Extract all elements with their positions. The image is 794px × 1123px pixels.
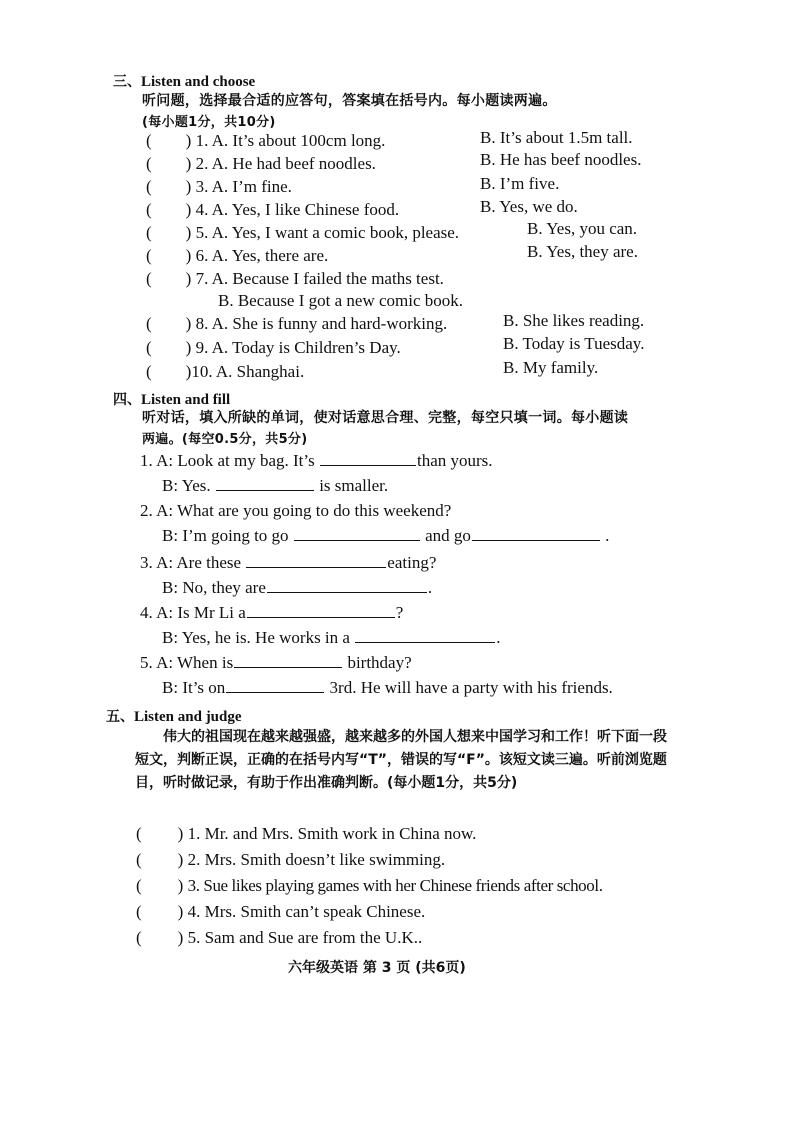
answer-paren-open[interactable]: (	[136, 876, 142, 895]
section3-instruction-2: (每小题1分，共10分)	[142, 115, 276, 130]
answer-paren-open[interactable]: (	[146, 200, 152, 219]
choose-q4	[146, 200, 399, 220]
line-text: Yes, he is. He works in a	[181, 628, 350, 647]
answer-paren-close: )	[177, 928, 184, 947]
answer-paren-close: )	[177, 876, 184, 895]
choose-q6	[146, 246, 328, 266]
section4-title: Listen and fill	[141, 392, 231, 408]
question-number: 9.	[195, 338, 209, 357]
fill-d3-b	[162, 578, 432, 598]
dialogue-number: 2.	[140, 501, 153, 520]
choose-q4-option-b: B. Yes, we do.	[480, 197, 578, 216]
choose-q9	[146, 338, 401, 358]
fill-d2-a	[140, 501, 451, 521]
question-number: 6.	[195, 246, 209, 265]
line-text: Are these	[176, 553, 242, 572]
fill-blank[interactable]	[320, 451, 416, 466]
choose-q10-option-b: B. My family.	[503, 358, 599, 377]
dialogue-number: 4.	[140, 603, 153, 622]
page-footer: 六年级英语 第 3 页 (共6页)	[288, 960, 466, 976]
fill-d3-a	[140, 553, 436, 573]
line-text: ?	[395, 603, 404, 622]
fill-blank[interactable]	[247, 603, 395, 618]
question-number: 3.	[195, 177, 209, 196]
choose-q2	[146, 154, 376, 174]
line-text: than yours.	[416, 451, 493, 470]
answer-paren-close: )	[185, 314, 192, 333]
choose-q9-option-b: B. Today is Tuesday.	[503, 334, 645, 353]
fill-blank[interactable]	[226, 678, 324, 693]
choose-q6-option-b: B. Yes, they are.	[527, 242, 638, 261]
answer-paren-close: )	[185, 246, 192, 265]
judge-q3	[136, 876, 603, 896]
answer-paren-open[interactable]: (	[146, 338, 152, 357]
judge-q4	[136, 902, 425, 922]
answer-paren-open[interactable]: (	[136, 824, 142, 843]
line-text: is smaller.	[319, 476, 389, 495]
section4-instruction-1: 听对话，填入所缺的单词，使对话意思合理、完整，每空只填一词。每小题读	[142, 410, 629, 426]
section3-heading	[113, 71, 255, 91]
answer-paren-close: )	[177, 850, 184, 869]
answer-paren-open[interactable]: (	[146, 269, 152, 288]
answer-paren-close: )	[177, 824, 184, 843]
dialogue-number: 5.	[140, 653, 153, 672]
speaker-a: A:	[156, 501, 174, 520]
answer-paren-close: )	[185, 362, 192, 381]
line-text: birthday?	[347, 653, 412, 672]
line-text: It’s on	[182, 678, 226, 697]
option-a: A. She is funny and hard-working.	[211, 314, 448, 333]
statement-text: 4. Mrs. Smith can’t speak Chinese.	[187, 902, 426, 921]
speaker-b: B:	[162, 628, 179, 647]
choose-q3-option-b: B. I’m five.	[480, 174, 560, 193]
question-number: 4.	[195, 200, 209, 219]
answer-paren-close: )	[185, 131, 192, 150]
fill-blank[interactable]	[355, 628, 495, 643]
judge-q2	[136, 850, 445, 870]
question-number: 5.	[195, 223, 209, 242]
fill-d4-a	[140, 603, 403, 623]
answer-paren-close: )	[185, 177, 192, 196]
section4-number: 四、	[113, 392, 141, 408]
option-a: A. Shanghai.	[215, 362, 305, 381]
speaker-b: B:	[162, 678, 179, 697]
line-text: eating?	[387, 553, 437, 572]
choose-q7-option-b: B. Because I got a new comic book.	[218, 291, 464, 310]
choose-q3	[146, 177, 292, 197]
section3-instruction-1: 听问题，选择最合适的应答句，答案填在括号内。每小题读两遍。	[142, 93, 557, 109]
answer-paren-close: )	[185, 338, 192, 357]
question-number: 10.	[191, 362, 213, 381]
fill-blank[interactable]	[294, 526, 420, 541]
section5-heading	[106, 706, 242, 726]
option-a: A. Yes, I want a comic book, please.	[211, 223, 460, 242]
speaker-b: B:	[162, 526, 179, 545]
answer-paren-open[interactable]: (	[146, 314, 152, 333]
section3-number: 三、	[113, 74, 141, 90]
fill-d1-a	[140, 451, 493, 471]
fill-d5-a	[140, 653, 412, 673]
line-text: .	[427, 578, 433, 597]
choose-q10	[146, 362, 304, 382]
option-a: A. I’m fine.	[211, 177, 292, 196]
judge-q1	[136, 824, 476, 844]
answer-paren-open[interactable]: (	[146, 246, 152, 265]
line-text: Yes.	[181, 476, 211, 495]
answer-paren-open[interactable]: (	[146, 223, 152, 242]
question-number: 7.	[195, 269, 209, 288]
line-text: .	[605, 526, 610, 545]
line-text: I’m going to go	[182, 526, 289, 545]
option-a: A. It’s about 100cm long.	[211, 131, 386, 150]
speaker-b: B:	[162, 476, 179, 495]
section4-heading	[113, 389, 230, 409]
line-text: 3rd. He will have a party with his friends.	[329, 678, 613, 697]
choose-q5	[146, 223, 459, 243]
choose-q8-option-b: B. She likes reading.	[503, 311, 645, 330]
dialogue-number: 3.	[140, 553, 153, 572]
option-a: A. He had beef noodles.	[211, 154, 376, 173]
section3-title: Listen and choose	[141, 74, 256, 90]
fill-blank[interactable]	[246, 553, 386, 568]
line-text: and go	[425, 526, 471, 545]
answer-paren-open[interactable]: (	[146, 177, 152, 196]
option-a: A. Today is Children’s Day.	[211, 338, 401, 357]
line-text: Look at my bag. It’s	[177, 451, 315, 470]
choose-q1	[146, 131, 385, 151]
fill-blank[interactable]	[267, 578, 427, 593]
speaker-b: B:	[162, 578, 179, 597]
fill-d5-b	[162, 678, 613, 698]
line-text: Is Mr Li a	[177, 603, 246, 622]
fill-blank[interactable]	[472, 526, 600, 541]
line-text: When is	[177, 653, 234, 672]
line-text: No, they are	[182, 578, 266, 597]
answer-paren-open[interactable]: (	[136, 850, 142, 869]
section5-number: 五、	[106, 709, 134, 725]
statement-text: 1. Mr. and Mrs. Smith work in China now.	[187, 824, 477, 843]
section5-paragraph: 伟大的祖国现在越来越强盛，越来越多的外国人想来中国学习和工作！听下面一段短文，判断正误，正确的在括号内写“T”，错误的写“F”。该短文读三遍。听前浏览题目，听时做记录，有助于作出准确判断。(每小题1分，共5分)	[135, 729, 667, 791]
option-a: A. Because I failed the maths test.	[211, 269, 444, 288]
statement-text: 5. Sam and Sue are from the U.K..	[187, 928, 423, 947]
speaker-a: A:	[156, 553, 174, 572]
answer-paren-open[interactable]: (	[146, 362, 152, 381]
fill-blank[interactable]	[216, 476, 314, 491]
option-a: A. Yes, I like Chinese food.	[211, 200, 400, 219]
line-text: What are you going to do this weekend?	[177, 501, 452, 520]
answer-paren-close: )	[185, 200, 192, 219]
choose-q7	[146, 269, 444, 289]
statement-text: 3. Sue likes playing games with her Chinese friends after school.	[187, 876, 603, 895]
answer-paren-close: )	[185, 223, 192, 242]
option-a: A. Yes, there are.	[211, 246, 329, 265]
answer-paren-open[interactable]: (	[136, 902, 142, 921]
section5-title: Listen and judge	[134, 709, 242, 725]
answer-paren-close: )	[185, 154, 192, 173]
question-number: 8.	[195, 314, 209, 333]
fill-blank[interactable]	[234, 653, 342, 668]
statement-text: 2. Mrs. Smith doesn’t like swimming.	[187, 850, 446, 869]
answer-paren-open[interactable]: (	[136, 928, 142, 947]
fill-d4-b	[162, 628, 500, 648]
dialogue-number: 1.	[140, 451, 153, 470]
choose-q1-option-b: B. It’s about 1.5m tall.	[480, 128, 633, 147]
judge-q5	[136, 928, 422, 948]
fill-d2-b	[162, 526, 609, 546]
question-number: 2.	[195, 154, 209, 173]
speaker-a: A:	[156, 653, 174, 672]
line-text: .	[496, 628, 501, 647]
question-number: 1.	[195, 131, 209, 150]
section4-instruction-2: 两遍。(每空0.5分，共5分)	[142, 432, 308, 447]
answer-paren-open[interactable]: (	[146, 154, 152, 173]
speaker-a: A:	[156, 603, 174, 622]
speaker-a: A:	[156, 451, 174, 470]
answer-paren-close: )	[177, 902, 184, 921]
choose-q2-option-b: B. He has beef noodles.	[480, 150, 642, 169]
choose-q8	[146, 314, 447, 334]
fill-d1-b	[162, 476, 388, 496]
choose-q5-option-b: B. Yes, you can.	[527, 219, 638, 238]
answer-paren-close: )	[185, 269, 192, 288]
answer-paren-open[interactable]: (	[146, 131, 152, 150]
